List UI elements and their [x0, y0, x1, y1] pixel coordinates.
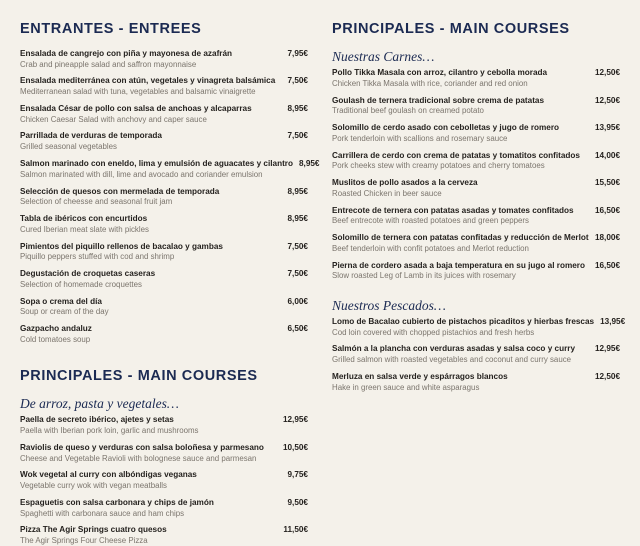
menu-item-price: 9,75€ — [287, 470, 308, 480]
subsection-title: Nuestros Pescados… — [332, 297, 446, 313]
menu-item-price: 18,00€ — [594, 233, 620, 243]
menu-item-name: Tabla de ibéricos con encurtidos — [20, 214, 148, 224]
menu-item — [332, 372, 620, 393]
menu-item-row — [20, 49, 308, 59]
menu-item-price: 7,50€ — [287, 131, 308, 141]
menu-item — [20, 49, 308, 70]
menu-item-price: 16,50€ — [594, 260, 620, 270]
menu-item-description: Chicken Tikka Masala with rice, coriander and red onion — [332, 78, 528, 88]
menu-item-row — [332, 372, 620, 382]
menu-section — [20, 21, 320, 345]
menu-item-row — [332, 96, 620, 106]
menu-item-row — [332, 123, 620, 133]
menu-item-name: Solomillo de cerdo asado con cebolletas y jugo de romero — [332, 123, 560, 133]
menu-item — [332, 316, 626, 338]
menu-item — [332, 206, 620, 227]
menu-item — [20, 297, 308, 318]
menu-item-description: The Agir Springs Four Cheese Pizza — [20, 536, 148, 546]
menu-item-price: 11,50€ — [283, 525, 308, 535]
section-title: ENTRANTES - ENTREES — [20, 21, 202, 37]
menu-item-description: Crab and pineapple salad and saffron mayonnaise — [20, 59, 197, 69]
menu-item-row — [20, 443, 308, 453]
menu-item-description: Cold tomatoes soup — [20, 334, 91, 344]
menu-item-price: 7,95€ — [287, 48, 308, 58]
menu-item-row — [332, 316, 626, 327]
menu-subsection — [20, 396, 308, 546]
menu-item-description: Cured Iberian meat slate with pickles — [20, 224, 149, 234]
menu-item — [20, 269, 308, 290]
menu-item-name: Degustación de croquetas caseras — [20, 269, 156, 279]
menu-item-name: Ensalada César de pollo con salsa de anchoas y alcaparras — [20, 103, 252, 113]
menu-item-name: Lomo de Bacalao cubierto de pistachos picaditos y hierbas frescas — [332, 316, 595, 326]
menu-item-row — [20, 470, 308, 480]
menu-item — [332, 178, 620, 199]
menu-item — [20, 242, 308, 263]
menu-item-description: Pork tenderloin with scallions and rosemary sauce — [332, 133, 508, 143]
menu-item-row — [332, 68, 620, 78]
menu-item-name: Ensalada mediterránea con atún, vegetales y vinagreta balsámica — [20, 76, 276, 86]
menu-item-row — [20, 242, 308, 252]
menu-item-price: 16,50€ — [594, 205, 620, 215]
section-title: PRINCIPALES - MAIN COURSES — [20, 368, 258, 385]
menu-item-name: Muslitos de pollo asados a la cerveza — [332, 178, 478, 188]
menu-item-description: Beef tenderloin with confit potatoes and Merlot reduction — [332, 243, 529, 253]
menu-item-description: Grilled salmon with roasted vegetables and coconut and curry sauce — [332, 355, 572, 365]
menu-item-description: Selection of homemade croquettes — [20, 279, 142, 289]
menu-item-price: 8,95€ — [299, 159, 320, 168]
menu-item — [20, 214, 308, 235]
menu-item-price: 15,50€ — [594, 178, 620, 188]
menu-item-name: Paella de secreto ibérico, ajetes y setas — [20, 415, 174, 425]
menu-item-description: Slow roasted Leg of Lamb in its juices with rosemary — [332, 271, 516, 281]
menu-section — [20, 369, 308, 546]
menu-item-description: Selection of cheesse and seasonal fruit jam — [20, 197, 173, 207]
menu-item-description: Paella with Iberian pork loin, garlic and mushrooms — [20, 425, 199, 435]
menu-item-description: Spaghetti with carbonara sauce and ham chips — [20, 508, 185, 518]
menu-item — [20, 498, 308, 519]
menu-item-name: Espaguetis con salsa carbonara y chips de jamón — [20, 497, 214, 507]
menu-item — [20, 159, 320, 180]
menu-item-description: Grilled seasonal vegetables — [20, 142, 117, 152]
menu-item-price: 9,50€ — [287, 497, 308, 507]
menu-item-description: Salmon marinated with dill, lime and avocado and coriander emulsion — [20, 169, 263, 179]
menu-item-row — [20, 159, 320, 169]
menu-item-row — [20, 269, 308, 279]
menu-item-description: Vegetable curry wok with vegan meatballs — [20, 481, 167, 491]
menu-item-price: 6,00€ — [287, 296, 308, 306]
menu-item-name: Merluza en salsa verde y espárragos blancos — [332, 371, 508, 381]
menu-item-price: 13,95€ — [600, 316, 626, 326]
menu-item-description: Cod loin covered with chopped pistachios and fresh herbs — [332, 327, 535, 337]
menu-item — [20, 525, 308, 546]
menu-item-price: 8,95€ — [287, 103, 308, 113]
menu-item-price: 7,50€ — [287, 76, 308, 86]
menu-item-price: 13,95€ — [594, 123, 620, 133]
menu-item — [332, 123, 620, 144]
menu-item — [332, 261, 620, 282]
menu-item-name: Selección de quesos con mermelada de temporada — [20, 186, 220, 196]
menu-item — [20, 415, 308, 436]
menu-item-price: 8,95€ — [287, 186, 308, 196]
menu-item-price: 12,50€ — [594, 95, 620, 105]
menu-item-name: Entrecote de ternera con patatas asadas y tomates confitados — [332, 205, 574, 215]
menu-item-row — [20, 214, 308, 224]
subsection-title: De arroz, pasta y vegetales… — [20, 396, 179, 412]
menu-item-row — [332, 178, 620, 188]
menu-item — [332, 68, 620, 89]
menu-item-price: 12,50€ — [594, 68, 620, 78]
menu-item — [20, 104, 308, 125]
menu-item-price: 8,95€ — [287, 214, 308, 224]
menu-item-row — [332, 206, 620, 216]
menu-item-description: Piquillo peppers stuffed with cod and shrimp — [20, 252, 175, 262]
menu-item-row — [332, 151, 620, 161]
menu-item — [20, 443, 308, 464]
menu-item — [332, 233, 620, 254]
menu-item-price: 12,95€ — [594, 344, 620, 354]
menu-item-name: Salmón a la plancha con verduras asadas y salsa coco y curry — [332, 344, 576, 354]
menu-item-price: 7,50€ — [287, 269, 308, 279]
menu-item — [332, 344, 620, 365]
menu-item-price: 7,50€ — [287, 241, 308, 251]
menu-item-row — [20, 525, 308, 535]
menu-item-name: Sopa o crema del día — [20, 296, 102, 306]
menu-item-price: 12,95€ — [282, 415, 308, 425]
menu-item — [20, 470, 308, 491]
menu-item-description: Pork cheeks stew with creamy potatoes and cherry tomatoes — [332, 161, 545, 171]
menu-item-name: Pizza The Agir Springs cuatro quesos — [20, 525, 167, 535]
menu-section — [332, 21, 626, 393]
menu-subsection — [332, 297, 626, 393]
menu-item-description: Mediterranean salad with tuna, vegetables and balsamic vinaigrette — [20, 87, 256, 97]
menu-item-name: Gazpacho andaluz — [20, 324, 92, 334]
menu-item-description: Cheese and Vegetable Ravioli with bolognese sauce and parmesan — [20, 453, 257, 463]
menu-item-name: Goulash de ternera tradicional sobre crema de patatas — [332, 95, 545, 105]
menu-item-description: Roasted Chicken in beer sauce — [332, 188, 442, 198]
subsection-title: Nuestras Carnes… — [332, 48, 435, 64]
menu-item-row — [332, 261, 620, 271]
menu-item-price: 10,50€ — [282, 442, 308, 452]
menu-item — [332, 96, 620, 117]
section-title: PRINCIPALES - MAIN COURSES — [332, 21, 570, 37]
menu-item-name: Pollo Tikka Masala con arroz, cilantro y cebolla morada — [332, 68, 548, 78]
menu-item-name: Ensalada de cangrejo con piña y mayonesa de azafrán — [20, 48, 233, 58]
menu-item-row — [20, 324, 308, 334]
menu-item-name: Wok vegetal al curry con albóndigas veganas — [20, 470, 197, 480]
menu-item-row — [20, 76, 308, 86]
menu-item-row — [332, 344, 620, 354]
menu-item-name: Solomillo de ternera con patatas confitadas y reducción de Merlot — [332, 233, 589, 243]
menu-item-description: Hake in green sauce and white asparagus — [332, 382, 480, 392]
menu-item — [20, 324, 308, 345]
menu-item-name: Salmon marinado con eneldo, lima y emulsión de aguacates y cilantro — [20, 159, 293, 168]
menu-item-description: Beef entrecote with roasted potatoes and green peppers — [332, 216, 529, 226]
menu-item-row — [20, 498, 308, 508]
menu-item-price: 6,50€ — [287, 324, 308, 334]
menu-item-row — [332, 233, 620, 243]
left-column — [8, 21, 320, 546]
menu-subsection — [20, 48, 320, 345]
menu-item-name: Pimientos del piquillo rellenos de bacalao y gambas — [20, 241, 223, 251]
menu-item-row — [20, 187, 308, 197]
menu-item-row — [20, 131, 308, 141]
menu-item-row — [20, 415, 308, 425]
menu-item-row — [20, 297, 308, 307]
menu-item-name: Parrillada de verduras de temporada — [20, 131, 162, 141]
menu-item — [20, 131, 308, 152]
menu-item — [20, 76, 308, 97]
menu-item-name: Carrillera de cerdo con crema de patatas y tomatitos confitados — [332, 150, 580, 160]
menu-item — [20, 187, 308, 208]
menu-subsection — [332, 49, 620, 282]
menu-item-name: Pierna de cordero asada a baja temperatura en su jugo al romero — [332, 260, 585, 270]
menu-item-description: Soup or cream of the day — [20, 307, 109, 317]
menu-item-name: Raviolis de queso y verduras con salsa boloñesa y parmesano — [20, 442, 264, 452]
menu-item-description: Traditional beef goulash on creamed potato — [332, 106, 484, 116]
menu-item-price: 14,00€ — [594, 150, 620, 160]
menu-item-row — [20, 104, 308, 114]
menu-item — [332, 151, 620, 172]
menu-item-price: 12,50€ — [594, 371, 620, 381]
right-column — [320, 22, 632, 453]
menu-item-description: Chicken Caesar Salad with anchovy and caper sauce — [20, 114, 207, 124]
